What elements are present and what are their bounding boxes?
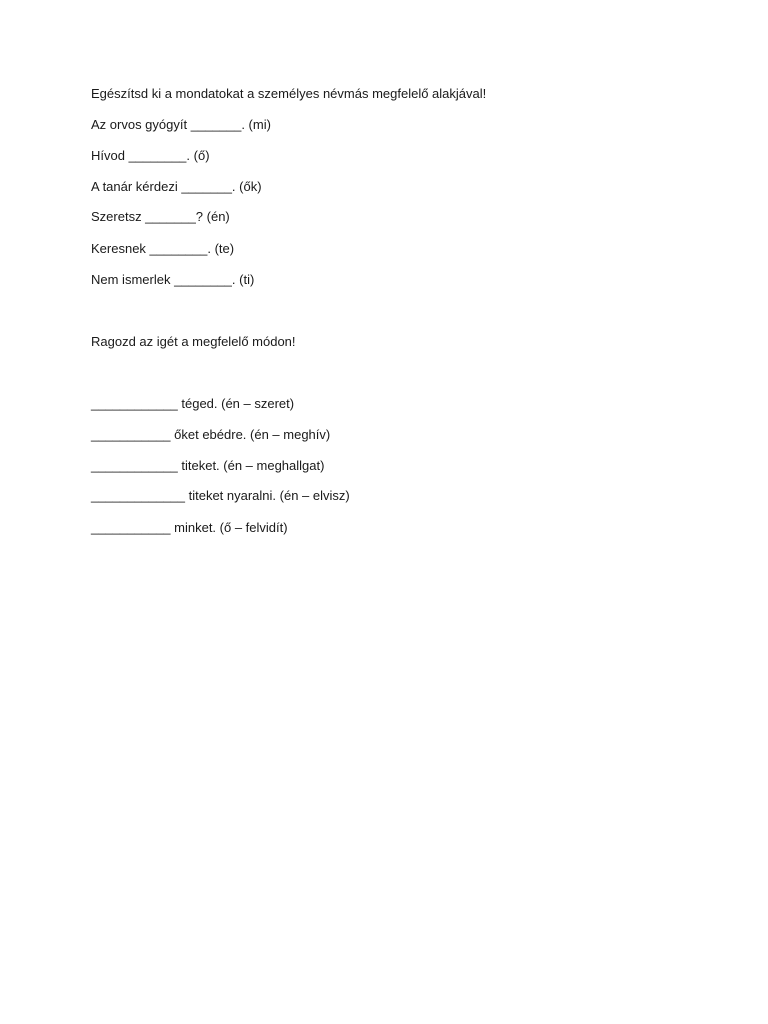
exercise-1-item: Hívod ________. (ő) [91,148,210,163]
exercise-1-instruction: Egészítsd ki a mondatokat a személyes névmás megfelelő alakjával! [91,86,487,101]
exercise-1-item: Nem ismerlek ________. (ti) [91,272,255,287]
exercise-2-item: ____________ téged. (én – szeret) [91,396,295,411]
exercise-1-item: A tanár kérdezi _______. (ők) [91,179,262,194]
exercise-2-item: ___________ őket ebédre. (én – meghív) [91,427,331,442]
exercise-1-item: Az orvos gyógyít _______. (mi) [91,117,271,132]
exercise-2-item: _____________ titeket nyaralni. (én – elvisz) [91,488,350,503]
exercise-1-item: Szeretsz _______? (én) [91,209,230,224]
exercise-2-item: ____________ titeket. (én – meghallgat) [91,458,325,473]
exercise-1-item: Keresnek ________. (te) [91,241,235,256]
exercise-2-instruction: Ragozd az igét a megfelelő módon! [91,334,296,349]
exercise-2-item: ___________ minket. (ő – felvidít) [91,520,288,535]
